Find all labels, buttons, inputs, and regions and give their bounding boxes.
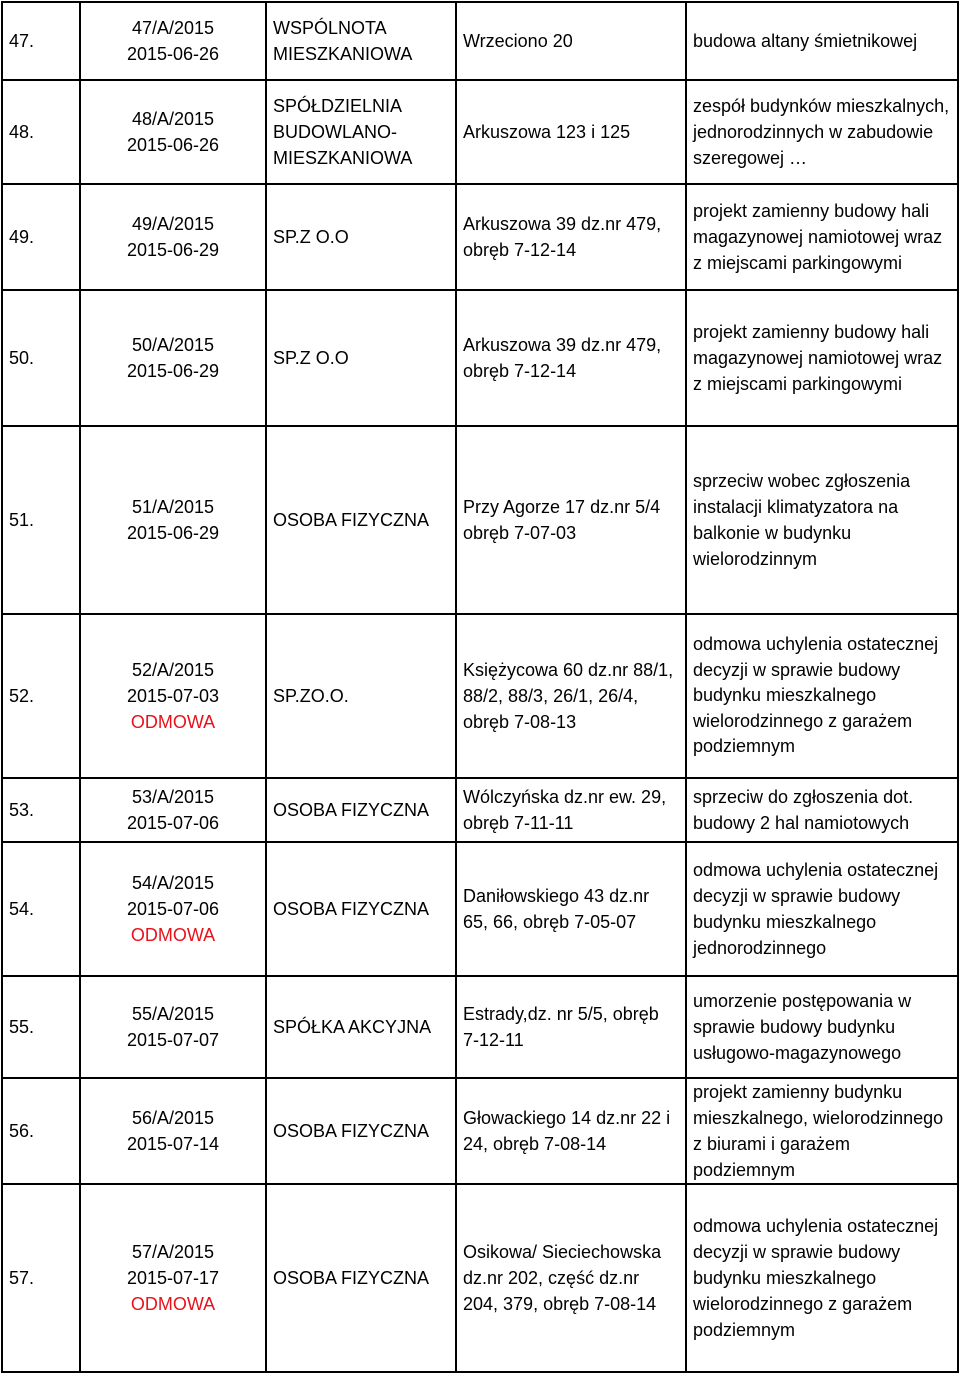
row-number: 48. <box>2 80 80 184</box>
table-row <box>2 842 958 976</box>
investor: SP.Z O.O <box>266 184 456 290</box>
row-number: 56. <box>2 1078 80 1184</box>
decision-number: 52/A/2015 <box>131 660 215 680</box>
row-number: 54. <box>2 842 80 976</box>
table-row <box>2 614 958 778</box>
decisions-table <box>1 1 959 1373</box>
decision-number-cell <box>80 842 266 976</box>
description: umorzenie postępowania w sprawie budowy budynku usługowo-magazynowego <box>686 976 958 1078</box>
decision-date: 2015-06-29 <box>126 361 220 381</box>
decision-date: 2015-07-14 <box>126 1134 220 1154</box>
table-row <box>2 976 958 1078</box>
decision-number-cell <box>80 614 266 778</box>
description: odmowa uchylenia ostatecznej decyzji w sprawie budowy budynku mieszkalnego wielorodzinnego z garażem podziemnym <box>686 1184 958 1372</box>
address: Wrzeciono 20 <box>456 2 686 80</box>
decision-number: 48/A/2015 <box>131 109 215 129</box>
description: odmowa uchylenia ostatecznej decyzji w sprawie budowy budynku mieszkalnego jednorodzinnego <box>686 842 958 976</box>
investor: SPÓŁDZIELNIA BUDOWLANO- MIESZKANIOWA <box>266 80 456 184</box>
table-row <box>2 426 958 614</box>
decision-number-cell <box>80 1184 266 1372</box>
investor: OSOBA FIZYCZNA <box>266 1078 456 1184</box>
table-row <box>2 80 958 184</box>
investor: WSPÓLNOTA MIESZKANIOWA <box>266 2 456 80</box>
address: Głowackiego 14 dz.nr 22 i 24, obręb 7-08-14 <box>456 1078 686 1184</box>
description: projekt zamienny budowy hali magazynowej namiotowej wraz z miejscami parkingowymi <box>686 290 958 426</box>
decision-date: 2015-06-26 <box>126 44 220 64</box>
decision-date: 2015-07-06 <box>126 899 220 919</box>
decision-date: 2015-07-17 <box>126 1268 220 1288</box>
decision-date: 2015-06-26 <box>126 135 220 155</box>
status-badge: ODMOWA <box>130 1294 216 1314</box>
table-row <box>2 2 958 80</box>
address: Arkuszowa 39 dz.nr 479, obręb 7-12-14 <box>456 184 686 290</box>
row-number: 51. <box>2 426 80 614</box>
description: sprzeciw do zgłoszenia dot. budowy 2 hal namiotowych <box>686 778 958 842</box>
decision-number: 49/A/2015 <box>131 214 215 234</box>
decision-number: 54/A/2015 <box>131 873 215 893</box>
decision-number: 47/A/2015 <box>131 18 215 38</box>
decision-number: 50/A/2015 <box>131 335 215 355</box>
decision-number: 57/A/2015 <box>131 1242 215 1262</box>
decision-number-cell <box>80 290 266 426</box>
description: sprzeciw wobec zgłoszenia instalacji klimatyzatora na balkonie w budynku wielorodzinnym <box>686 426 958 614</box>
decision-number-cell <box>80 184 266 290</box>
table-row <box>2 778 958 842</box>
decision-number: 56/A/2015 <box>131 1108 215 1128</box>
investor: OSOBA FIZYCZNA <box>266 842 456 976</box>
decision-number: 55/A/2015 <box>131 1004 215 1024</box>
investor: OSOBA FIZYCZNA <box>266 426 456 614</box>
decision-date: 2015-06-29 <box>126 240 220 260</box>
row-number: 49. <box>2 184 80 290</box>
decision-date: 2015-07-06 <box>126 813 220 833</box>
address: Przy Agorze 17 dz.nr 5/4 obręb 7-07-03 <box>456 426 686 614</box>
investor: OSOBA FIZYCZNA <box>266 778 456 842</box>
investor: SPÓŁKA AKCYJNA <box>266 976 456 1078</box>
decision-number-cell <box>80 426 266 614</box>
row-number: 50. <box>2 290 80 426</box>
decision-date: 2015-07-07 <box>126 1030 220 1050</box>
description: projekt zamienny budowy hali magazynowej namiotowej wraz z miejscami parkingowymi <box>686 184 958 290</box>
address: Wólczyńska dz.nr ew. 29, obręb 7-11-11 <box>456 778 686 842</box>
row-number: 52. <box>2 614 80 778</box>
status-badge: ODMOWA <box>130 712 216 732</box>
decision-date: 2015-07-03 <box>126 686 220 706</box>
decision-number-cell <box>80 80 266 184</box>
description: projekt zamienny budynku mieszkalnego, wielorodzinnego z biurami i garażem podziemnym <box>686 1078 958 1184</box>
address: Daniłowskiego 43 dz.nr 65, 66, obręb 7-05-07 <box>456 842 686 976</box>
row-number: 57. <box>2 1184 80 1372</box>
description: zespół budynków mieszkalnych, jednorodzinnych w zabudowie szeregowej … <box>686 80 958 184</box>
row-number: 55. <box>2 976 80 1078</box>
row-number: 47. <box>2 2 80 80</box>
description: budowa altany śmietnikowej <box>686 2 958 80</box>
decision-number-cell <box>80 976 266 1078</box>
status-badge: ODMOWA <box>130 925 216 945</box>
table-row <box>2 1078 958 1184</box>
decision-number-cell <box>80 778 266 842</box>
investor: SP.Z O.O <box>266 290 456 426</box>
row-number: 53. <box>2 778 80 842</box>
table-row <box>2 184 958 290</box>
table-row <box>2 290 958 426</box>
decision-number-cell <box>80 2 266 80</box>
description: odmowa uchylenia ostatecznej decyzji w sprawie budowy budynku mieszkalnego wielorodzinnego z garażem podziemnym <box>686 614 958 778</box>
decision-number-cell <box>80 1078 266 1184</box>
decision-number: 53/A/2015 <box>131 787 215 807</box>
address: Arkuszowa 123 i 125 <box>456 80 686 184</box>
decision-number: 51/A/2015 <box>131 497 215 517</box>
investor: SP.ZO.O. <box>266 614 456 778</box>
address: Księżycowa 60 dz.nr 88/1, 88/2, 88/3, 26/1, 26/4, obręb 7-08-13 <box>456 614 686 778</box>
decision-date: 2015-06-29 <box>126 523 220 543</box>
address: Arkuszowa 39 dz.nr 479, obręb 7-12-14 <box>456 290 686 426</box>
address: Osikowa/ Sieciechowska dz.nr 202, część dz.nr 204, 379, obręb 7-08-14 <box>456 1184 686 1372</box>
address: Estrady,dz. nr 5/5, obręb 7-12-11 <box>456 976 686 1078</box>
table-row <box>2 1184 958 1372</box>
investor: OSOBA FIZYCZNA <box>266 1184 456 1372</box>
